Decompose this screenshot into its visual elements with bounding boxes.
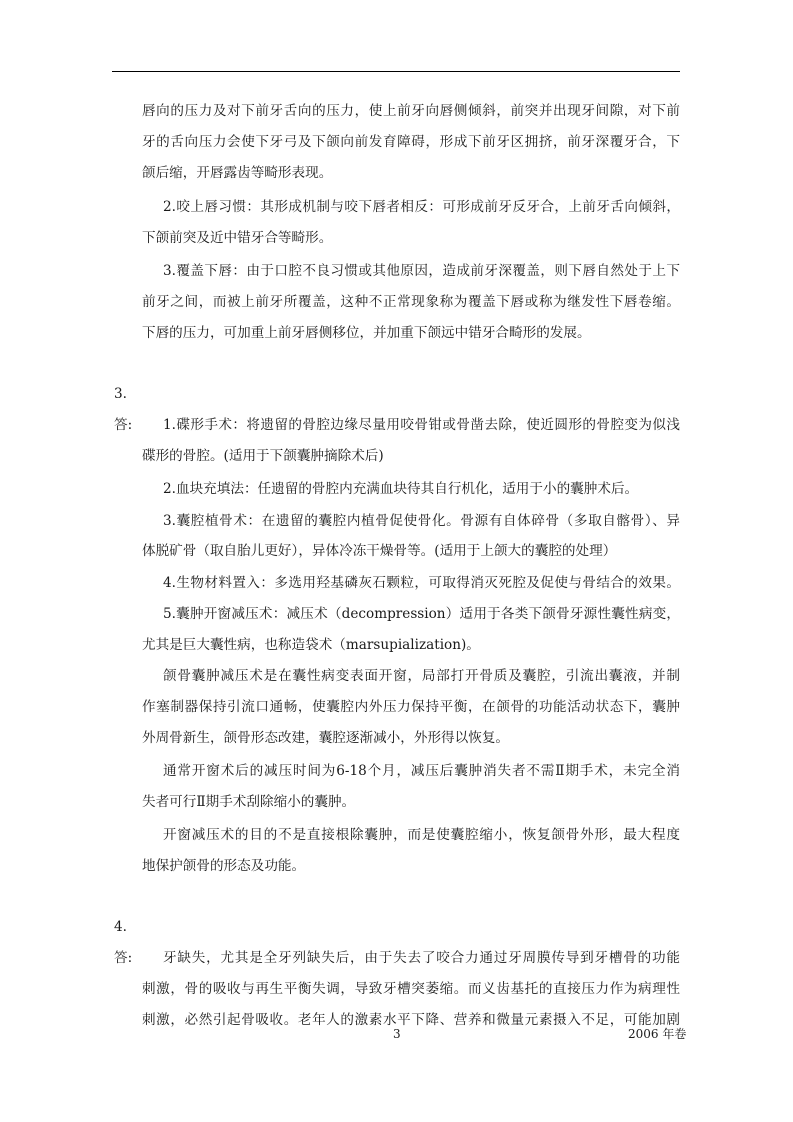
text-line: 3.囊腔植骨术：在遗留的囊腔内植骨促使骨化。骨源有自体碎骨（多取自髂骨）、异 <box>163 513 680 529</box>
text-line: 颌后缩，开唇露齿等畸形表现。 <box>142 165 333 181</box>
page-number: 3 <box>393 1027 401 1041</box>
text-line: 体脱矿骨（取自胎儿更好），异体冷冻干燥骨等。(适用于上颌大的囊腔的处理） <box>142 543 617 559</box>
text-line: 牙的舌向压力会使下牙弓及下颌向前发育障碍，形成下前牙区拥挤，前牙深覆牙合，下 <box>142 134 680 150</box>
text-line: 4.生物材料置入：多选用羟基磷灰石颗粒，可取得消灭死腔及促使与骨结合的效果。 <box>163 575 680 591</box>
text-line: 尤其是巨大囊性病，也称造袋术（marsupialization)。 <box>142 637 480 653</box>
text-line: 2.血块充填法：任遗留的骨腔内充满血块待其自行机化，适用于小的囊肿术后。 <box>163 481 639 497</box>
text-line: 刺激，必然引起骨吸收。老年人的激素水平下降、营养和微量元素摄入不足，可能加剧 <box>142 1012 680 1028</box>
text-line: 下唇的压力，可加重上前牙唇侧移位，并加重下颌远中错牙合畸形的发展。 <box>142 325 591 341</box>
text-line: 刺激，骨的吸收与再生平衡失调，导致牙槽突萎缩。而义齿基托的直接压力作为病理性 <box>142 981 680 997</box>
answer-label: 答: <box>114 417 133 433</box>
volume-label: 2006 年卷 <box>628 1027 687 1041</box>
header-rule <box>112 71 680 72</box>
text-line: 1.碟形手术：将遗留的骨腔边缘尽量用咬骨钳或骨凿去除，使近圆形的骨腔变为似浅 <box>163 417 680 433</box>
question-number: 4. <box>114 919 127 935</box>
question-number: 3. <box>114 386 127 402</box>
text-line: 作塞制器保持引流口通畅，使囊腔内外压力保持平衡，在颌骨的功能活动状态下，囊肿 <box>142 699 680 715</box>
answer-label: 答: <box>114 950 133 966</box>
text-line: 外周骨新生，颌骨形态改建，囊腔逐渐减小，外形得以恢复。 <box>142 730 510 746</box>
text-line: 3.覆盖下唇：由于口腔不良习惯或其他原因，造成前牙深覆盖，则下唇自然处于上下 <box>163 263 680 279</box>
text-line: 2.咬上唇习惯：其形成机制与咬下唇者相反：可形成前牙反牙合，上前牙舌向倾斜， <box>163 199 680 215</box>
text-line: 碟形的骨腔。(适用于下颌囊肿摘除术后) <box>142 448 384 464</box>
text-line: 失者可行Ⅱ期手术刮除缩小的囊肿。 <box>142 794 356 810</box>
text-line: 地保护颌骨的形态及功能。 <box>142 858 306 874</box>
text-line: 唇向的压力及对下前牙舌向的压力，使上前牙向唇侧倾斜，前突并出现牙间隙，对下前 <box>142 103 680 119</box>
text-line: 牙缺失，尤其是全牙列缺失后，由于失去了咬合力通过牙周膜传导到牙槽骨的功能 <box>163 950 680 966</box>
text-line: 通常开窗术后的减压时间为6-18个月，减压后囊肿消失者不需Ⅱ期手术，未完全消 <box>163 763 680 779</box>
text-line: 颌骨囊肿减压术是在囊性病变表面开窗，局部打开骨质及囊腔，引流出囊液，并制 <box>163 668 680 684</box>
text-line: 下颌前突及近中错牙合等畸形。 <box>142 230 333 246</box>
text-line: 5.囊肿开窗减压术：减压术（decompression）适用于各类下颌骨牙源性囊性病变， <box>163 606 680 622</box>
text-line: 开窗减压术的目的不是直接根除囊肿，而是使囊腔缩小，恢复颌骨外形，最大程度 <box>163 827 680 843</box>
text-line: 前牙之间，而被上前牙所覆盖，这种不正常现象称为覆盖下唇或称为继发性下唇卷缩。 <box>142 294 680 310</box>
